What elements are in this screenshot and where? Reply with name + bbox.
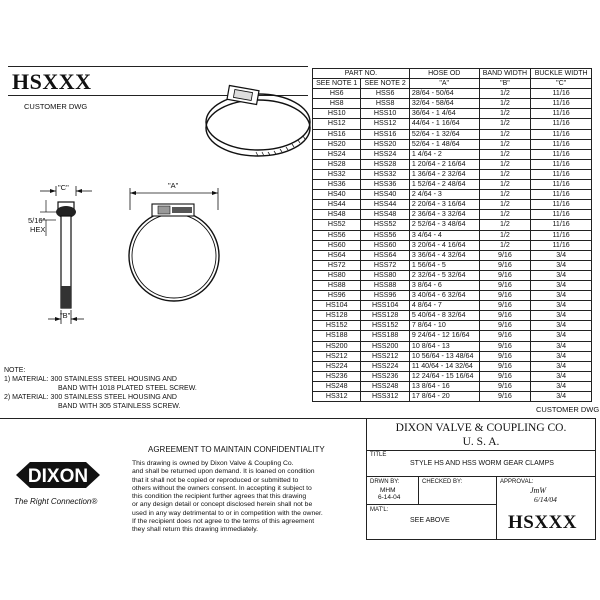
cell-buckle-width: 11/16 — [531, 99, 592, 109]
cell-buckle-width: 11/16 — [531, 240, 592, 250]
cell-part-hs: HS16 — [313, 129, 361, 139]
cell-part-hs: HS188 — [313, 331, 361, 341]
cell-hose-od: 32/64 - 58/64 — [409, 99, 479, 109]
cell-hose-od: 1 4/64 - 2 — [409, 149, 479, 159]
cell-part-hs: HS52 — [313, 220, 361, 230]
drawn-by-name: MHM — [380, 487, 396, 494]
cell-hose-od: 2 36/64 - 3 32/64 — [409, 210, 479, 220]
table-row — [313, 392, 592, 402]
table-row — [313, 280, 592, 290]
part-code-title: HSXXX — [12, 69, 92, 94]
table-row — [313, 301, 592, 311]
cell-buckle-width: 3/4 — [531, 351, 592, 361]
agreement-line: and shall be returned upon demand. It is loaned on condition — [132, 468, 315, 476]
cell-hose-od: 5 40/64 - 8 32/64 — [409, 311, 479, 321]
cell-band-width: 1/2 — [479, 190, 531, 200]
approval-label: APPROVAL: — [500, 479, 534, 485]
cell-part-hs: HS212 — [313, 351, 361, 361]
cell-part-hs: HS236 — [313, 371, 361, 381]
table-row — [313, 321, 592, 331]
agreement-line: This drawing is owned by Dixon Valve & Coupling Co. — [132, 460, 294, 467]
table-row — [313, 260, 592, 270]
cell-part-hs: HS72 — [313, 260, 361, 270]
cell-part-hs: HS80 — [313, 270, 361, 280]
cell-buckle-width: 3/4 — [531, 341, 592, 351]
table-row — [313, 200, 592, 210]
cell-part-hss: HSS236 — [361, 371, 409, 381]
table-row — [313, 291, 592, 301]
cell-part-hs: HS248 — [313, 381, 361, 391]
table-row — [313, 210, 592, 220]
title-block-divider-2 — [496, 476, 497, 540]
table-row — [313, 240, 592, 250]
title-block-rule-2 — [366, 476, 596, 477]
dixon-logo — [12, 460, 104, 490]
table-row — [313, 220, 592, 230]
cell-band-width: 9/16 — [479, 311, 531, 321]
col-header-b: "B" — [479, 79, 531, 89]
cell-part-hss: HSS64 — [361, 250, 409, 260]
table-row — [313, 89, 592, 99]
table-row — [313, 270, 592, 280]
cell-hose-od: 10 56/64 - 13 48/64 — [409, 351, 479, 361]
cell-buckle-width: 3/4 — [531, 280, 592, 290]
cell-hose-od: 7 8/64 - 10 — [409, 321, 479, 331]
notes-title: NOTE: — [4, 367, 26, 374]
table-row — [313, 139, 592, 149]
checked-by-label: CHECKED BY: — [422, 479, 463, 485]
cell-hose-od: 1 36/64 - 2 32/64 — [409, 169, 479, 179]
bottom-section-rule — [0, 418, 370, 419]
cell-hose-od: 17 8/64 - 20 — [409, 392, 479, 402]
cell-band-width: 9/16 — [479, 280, 531, 290]
cell-buckle-width: 11/16 — [531, 190, 592, 200]
cell-part-hss: HSS20 — [361, 139, 409, 149]
table-row — [313, 230, 592, 240]
col-header-see-note-1: SEE NOTE 1 — [313, 79, 361, 89]
cell-buckle-width: 11/16 — [531, 149, 592, 159]
cell-band-width: 1/2 — [479, 180, 531, 190]
cell-band-width: 9/16 — [479, 291, 531, 301]
col-header-buckle-width: BUCKLE WIDTH — [531, 69, 592, 79]
cell-hose-od: 3 20/64 - 4 16/64 — [409, 240, 479, 250]
note-2-line-1: 2) MATERIAL: 300 STAINLESS STEEL HOUSING AND — [4, 394, 177, 401]
table-row — [313, 169, 592, 179]
cell-buckle-width: 3/4 — [531, 331, 592, 341]
col-header-c: "C" — [531, 79, 592, 89]
cell-buckle-width: 3/4 — [531, 381, 592, 391]
table-row — [313, 159, 592, 169]
table-row — [313, 119, 592, 129]
cell-part-hs: HS56 — [313, 230, 361, 240]
cell-band-width: 9/16 — [479, 250, 531, 260]
col-header-a: "A" — [409, 79, 479, 89]
clamp-front-view — [129, 188, 219, 301]
cell-band-width: 1/2 — [479, 139, 531, 149]
cell-hose-od: 28/64 - 50/64 — [409, 89, 479, 99]
cell-part-hs: HS32 — [313, 169, 361, 179]
cell-buckle-width: 3/4 — [531, 250, 592, 260]
approval-signature: JmW — [530, 486, 546, 495]
cell-hose-od: 2 32/64 - 5 32/64 — [409, 270, 479, 280]
cell-part-hs: HS8 — [313, 99, 361, 109]
cell-part-hs: HS24 — [313, 149, 361, 159]
cell-part-hss: HSS200 — [361, 341, 409, 351]
dim-c-label: "C" — [58, 183, 69, 192]
cell-hose-od: 3 4/64 - 4 — [409, 230, 479, 240]
cell-part-hss: HSS212 — [361, 351, 409, 361]
cell-part-hss: HSS60 — [361, 240, 409, 250]
table-header-row-1 — [313, 69, 592, 79]
cell-part-hs: HS64 — [313, 250, 361, 260]
cell-buckle-width: 11/16 — [531, 159, 592, 169]
cell-buckle-width: 11/16 — [531, 109, 592, 119]
cell-part-hs: HS48 — [313, 210, 361, 220]
cell-part-hs: HS10 — [313, 109, 361, 119]
cell-hose-od: 2 20/64 - 3 16/64 — [409, 200, 479, 210]
hex-size-label: 5/16" — [28, 216, 46, 225]
hex-label: HEX — [30, 225, 46, 234]
cell-part-hs: HS152 — [313, 321, 361, 331]
logo-tagline: The Right Connection® — [14, 497, 98, 506]
cell-part-hss: HSS32 — [361, 169, 409, 179]
cell-part-hs: HS88 — [313, 280, 361, 290]
cell-buckle-width: 11/16 — [531, 210, 592, 220]
clamp-drawing — [0, 60, 320, 340]
cell-hose-od: 9 24/64 - 12 16/64 — [409, 331, 479, 341]
cell-hose-od: 1 52/64 - 2 48/64 — [409, 180, 479, 190]
cell-buckle-width: 3/4 — [531, 301, 592, 311]
cell-part-hs: HS20 — [313, 139, 361, 149]
customer-dwg-label-mid: CUSTOMER DWG — [536, 405, 600, 414]
cell-part-hss: HSS56 — [361, 230, 409, 240]
cell-part-hs: HS6 — [313, 89, 361, 99]
cell-band-width: 9/16 — [479, 321, 531, 331]
cell-band-width: 9/16 — [479, 260, 531, 270]
cell-band-width: 1/2 — [479, 200, 531, 210]
cell-band-width: 1/2 — [479, 240, 531, 250]
cell-hose-od: 1 56/64 - 5 — [409, 260, 479, 270]
cell-part-hss: HSS12 — [361, 119, 409, 129]
cell-hose-od: 36/64 - 1 4/64 — [409, 109, 479, 119]
note-1-line-1: 1) MATERIAL: 300 STAINLESS STEEL HOUSING AND — [4, 376, 177, 383]
table-row — [313, 351, 592, 361]
cell-buckle-width: 11/16 — [531, 89, 592, 99]
cell-buckle-width: 3/4 — [531, 311, 592, 321]
cell-buckle-width: 11/16 — [531, 169, 592, 179]
agreement-title: AGREEMENT TO MAINTAIN CONFIDENTIALITY — [148, 445, 325, 454]
drawn-by-label: DRWN BY: — [370, 479, 400, 485]
cell-band-width: 1/2 — [479, 109, 531, 119]
cell-band-width: 9/16 — [479, 301, 531, 311]
agreement-line: this condition the recipient further agrees that this drawing — [132, 493, 307, 501]
cell-hose-od: 2 4/64 - 3 — [409, 190, 479, 200]
cell-part-hss: HSS80 — [361, 270, 409, 280]
approval-date: 6/14/04 — [534, 495, 557, 504]
cell-part-hss: HSS52 — [361, 220, 409, 230]
cell-part-hss: HSS152 — [361, 321, 409, 331]
company-country: U. S. A. — [462, 436, 500, 448]
cell-part-hs: HS44 — [313, 200, 361, 210]
cell-buckle-width: 3/4 — [531, 270, 592, 280]
cell-part-hs: HS200 — [313, 341, 361, 351]
cell-band-width: 1/2 — [479, 230, 531, 240]
agreement-text — [132, 460, 323, 535]
title-value: STYLE HS AND HSS WORM GEAR CLAMPS — [410, 460, 554, 467]
cell-hose-od: 52/64 - 1 32/64 — [409, 129, 479, 139]
material-value: SEE ABOVE — [410, 517, 450, 524]
cell-buckle-width: 3/4 — [531, 260, 592, 270]
table-row — [313, 109, 592, 119]
cell-band-width: 9/16 — [479, 270, 531, 280]
note-2-line-2: BAND WITH 305 STAINLESS SCREW. — [58, 403, 181, 410]
cell-hose-od: 3 36/64 - 4 32/64 — [409, 250, 479, 260]
cell-band-width: 9/16 — [479, 351, 531, 361]
cell-band-width: 1/2 — [479, 129, 531, 139]
cell-hose-od: 12 24/64 - 15 16/64 — [409, 371, 479, 381]
cell-hose-od: 4 8/64 - 7 — [409, 301, 479, 311]
col-header-band-width: BAND WIDTH — [479, 69, 531, 79]
note-1-line-2: BAND WITH 1018 PLATED STEEL SCREW. — [58, 385, 197, 392]
table-header-row-2 — [313, 79, 592, 89]
cell-part-hss: HSS72 — [361, 260, 409, 270]
cell-part-hss: HSS40 — [361, 190, 409, 200]
cell-part-hss: HSS248 — [361, 381, 409, 391]
cell-part-hs: HS12 — [313, 119, 361, 129]
cell-buckle-width: 3/4 — [531, 321, 592, 331]
cell-band-width: 1/2 — [479, 220, 531, 230]
cell-part-hs: HS40 — [313, 190, 361, 200]
title-block-rule-3 — [366, 504, 496, 505]
cell-buckle-width: 11/16 — [531, 180, 592, 190]
cell-hose-od: 1 20/64 - 2 16/64 — [409, 159, 479, 169]
cell-part-hs: HS28 — [313, 159, 361, 169]
cell-hose-od: 3 8/64 - 6 — [409, 280, 479, 290]
cell-band-width: 1/2 — [479, 149, 531, 159]
cell-part-hss: HSS28 — [361, 159, 409, 169]
drawn-date: 6-14-04 — [378, 494, 401, 501]
cell-hose-od: 3 40/64 - 6 32/64 — [409, 291, 479, 301]
agreement-line: used in any way detrimental to or in competition with the owner. — [132, 509, 323, 517]
cell-buckle-width: 11/16 — [531, 200, 592, 210]
cell-buckle-width: 11/16 — [531, 220, 592, 230]
cell-buckle-width: 11/16 — [531, 139, 592, 149]
cell-buckle-width: 3/4 — [531, 371, 592, 381]
cell-band-width: 9/16 — [479, 392, 531, 402]
cell-part-hss: HSS36 — [361, 180, 409, 190]
cell-part-hs: HS36 — [313, 180, 361, 190]
cell-band-width: 1/2 — [479, 89, 531, 99]
cell-buckle-width: 11/16 — [531, 119, 592, 129]
title-block-part-code: HSXXX — [508, 512, 578, 533]
parts-table-body — [313, 89, 592, 402]
cell-part-hs: HS104 — [313, 301, 361, 311]
cell-part-hs: HS60 — [313, 240, 361, 250]
cell-part-hss: HSS224 — [361, 361, 409, 371]
cell-part-hss: HSS312 — [361, 392, 409, 402]
cell-hose-od: 2 52/64 - 3 48/64 — [409, 220, 479, 230]
cell-part-hs: HS312 — [313, 392, 361, 402]
cell-band-width: 9/16 — [479, 361, 531, 371]
cell-part-hs: HS224 — [313, 361, 361, 371]
cell-band-width: 9/16 — [479, 341, 531, 351]
cell-buckle-width: 11/16 — [531, 129, 592, 139]
cell-buckle-width: 3/4 — [531, 392, 592, 402]
cell-part-hs: HS96 — [313, 291, 361, 301]
table-row — [313, 311, 592, 321]
cell-part-hss: HSS16 — [361, 129, 409, 139]
material-label: MAT'L: — [370, 507, 389, 513]
cell-part-hss: HSS128 — [361, 311, 409, 321]
table-row — [313, 149, 592, 159]
cell-part-hss: HSS44 — [361, 200, 409, 210]
cell-part-hss: HSS188 — [361, 331, 409, 341]
cell-hose-od: 13 8/64 - 16 — [409, 381, 479, 391]
cell-part-hss: HSS104 — [361, 301, 409, 311]
agreement-line: that it shall not be copied or reproduced or submitted to — [132, 476, 299, 484]
table-row — [313, 190, 592, 200]
parts-table — [312, 68, 592, 402]
cell-band-width: 1/2 — [479, 119, 531, 129]
cell-part-hss: HSS10 — [361, 109, 409, 119]
cell-part-hss: HSS6 — [361, 89, 409, 99]
cell-band-width: 1/2 — [479, 99, 531, 109]
table-row — [313, 381, 592, 391]
cell-band-width: 1/2 — [479, 210, 531, 220]
table-row — [313, 180, 592, 190]
cell-part-hss: HSS8 — [361, 99, 409, 109]
cell-part-hss: HSS24 — [361, 149, 409, 159]
cell-hose-od: 52/64 - 1 48/64 — [409, 139, 479, 149]
customer-dwg-label-top: CUSTOMER DWG — [24, 102, 88, 111]
cell-buckle-width: 3/4 — [531, 291, 592, 301]
table-row — [313, 250, 592, 260]
table-row — [313, 129, 592, 139]
dim-b-label: "B" — [60, 311, 71, 320]
cell-band-width: 1/2 — [479, 169, 531, 179]
notes-block — [4, 366, 197, 411]
cell-band-width: 9/16 — [479, 381, 531, 391]
col-header-see-note-2: SEE NOTE 2 — [361, 79, 409, 89]
table-row — [313, 341, 592, 351]
table-row — [313, 331, 592, 341]
logo-brand-text: DIXON — [27, 466, 89, 487]
cell-hose-od: 10 8/64 - 13 — [409, 341, 479, 351]
clamp-side-view — [40, 183, 92, 324]
table-row — [313, 371, 592, 381]
cell-part-hss: HSS48 — [361, 210, 409, 220]
dixon-logo-mark — [12, 460, 104, 490]
table-row — [313, 99, 592, 109]
col-header-hose-od: HOSE OD — [409, 69, 479, 79]
col-header-part-no: PART NO. — [313, 69, 410, 79]
title-block-rule-1 — [366, 450, 596, 451]
agreement-line: or any design detail or concept disclosed herein shall not be — [132, 501, 313, 509]
table-row — [313, 361, 592, 371]
agreement-line: If the recipient does not agree to the terms of this agreement — [132, 518, 315, 526]
cell-band-width: 9/16 — [479, 331, 531, 341]
cell-buckle-width: 3/4 — [531, 361, 592, 371]
cell-part-hs: HS128 — [313, 311, 361, 321]
cell-band-width: 9/16 — [479, 371, 531, 381]
company-name: DIXON VALVE & COUPLING CO. — [395, 422, 567, 434]
clamp-perspective-view — [206, 86, 310, 156]
title-label: TITLE — [370, 452, 387, 458]
cell-buckle-width: 11/16 — [531, 230, 592, 240]
title-block-divider-1 — [418, 476, 419, 504]
agreement-line: others without the owners consent. In accepting it subject to — [132, 484, 312, 492]
cell-part-hss: HSS96 — [361, 291, 409, 301]
agreement-line: they shall return this drawing immediately. — [132, 526, 259, 534]
cell-hose-od: 11 40/64 - 14 32/64 — [409, 361, 479, 371]
dim-a-label: "A" — [168, 181, 179, 190]
cell-band-width: 1/2 — [479, 159, 531, 169]
cell-part-hss: HSS88 — [361, 280, 409, 290]
cell-hose-od: 44/64 - 1 16/64 — [409, 119, 479, 129]
